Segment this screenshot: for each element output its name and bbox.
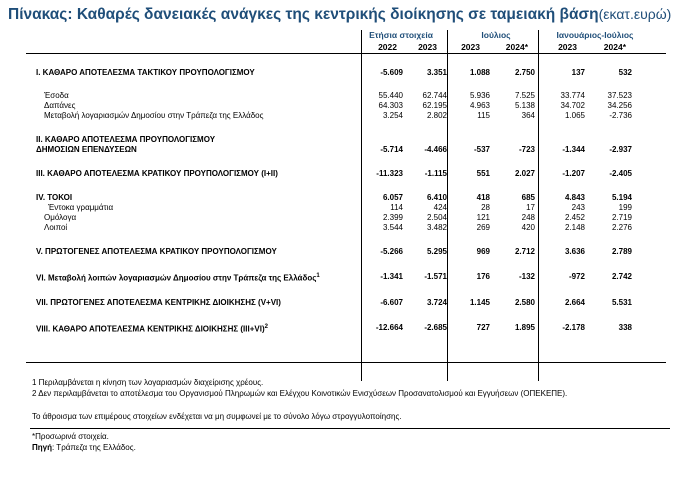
cell: -1.207 (562, 169, 585, 178)
cell: 3.351 (426, 68, 447, 77)
cell: 338 (618, 322, 632, 332)
table-row (26, 298, 666, 308)
cell: 1.088 (469, 68, 490, 77)
cell: 3.482 (426, 223, 447, 232)
cell: -2.937 (609, 145, 632, 154)
cell: 6.057 (382, 193, 403, 202)
table-row (26, 203, 666, 213)
cell: -11.323 (376, 169, 403, 178)
provisional-note: *Προσωρινά στοιχεία. (32, 432, 109, 441)
cell: 114 (390, 203, 403, 212)
row-label-continued: ΔΗΜΟΣΙΩΝ ΕΠΕΝΔΥΣΕΩΝ (36, 145, 137, 154)
row-label: II. ΚΑΘΑΡΟ ΑΠΟΤΕΛΕΣΜΑ ΠΡΟΥΠΟΛΟΓΙΣΜΟΥ (36, 135, 216, 144)
header-annual: Ετήσια στοιχεία (369, 30, 433, 40)
row-label (26, 271, 366, 284)
cell: -537 (473, 145, 490, 154)
cell: -4.466 (424, 145, 447, 154)
cell: 532 (618, 68, 632, 77)
cell: 243 (571, 203, 585, 212)
cell: 2.580 (514, 297, 535, 307)
row-label: V. ΠΡΩΤΟΓΕΝΕΣ ΑΠΟΤΕΛΕΣΜΑ ΚΡΑΤΙΚΟΥ ΠΡΟΥΠΟΛΟΓΙΣΜΟΥ (36, 247, 277, 256)
year-header: 2023 (461, 42, 480, 52)
table-row (26, 169, 666, 179)
cell: -5.714 (380, 145, 403, 154)
table-bottom-rule (26, 362, 666, 363)
footnote-marker: 2 (264, 323, 268, 330)
cell: -1.341 (380, 272, 403, 282)
cell: -5.266 (380, 247, 403, 256)
year-header: 2024* (505, 42, 528, 52)
row-label (26, 322, 366, 335)
cell: 1.145 (469, 297, 490, 307)
cell: 64.303 (378, 101, 403, 110)
source-text: : Τράπεζα της Ελλάδος. (52, 443, 136, 452)
cell: 420 (521, 223, 535, 232)
row-label-text: VIII. ΚΑΘΑΡΟ ΑΠΟΤΕΛΕΣΜΑ ΚΕΝΤΡΙΚΗΣ ΔΙΟΙΚΗΣΗΣ (III+VI) (36, 324, 265, 334)
title-text: Πίνακας: Καθαρές δανειακές ανάγκες της κεντρικής διοίκησης σε ταμειακή βάση (8, 6, 599, 23)
cell: 364 (521, 111, 535, 120)
rounding-note: Το άθροισμα των επιμέρους στοιχείων ενδέχεται να μη συμφωνεί με το σύνολο λόγω στρογγυλοποίησης. (32, 412, 402, 421)
cell: 28 (481, 203, 490, 212)
source-note (32, 443, 136, 452)
row-label-text: VI. Μεταβολή λοιπών λογαριασμών Δημοσίου στην Τράπεζα της Ελλάδος (36, 273, 317, 283)
cell: 2.452 (564, 213, 585, 222)
table-row (26, 111, 666, 121)
cell: 551 (476, 169, 490, 178)
table-row (26, 91, 666, 101)
cell: 2.712 (514, 247, 535, 256)
row-label: IV. ΤΟΚΟΙ (36, 193, 73, 202)
cell: 418 (476, 193, 490, 202)
cell: 199 (618, 203, 632, 212)
cell: 34.702 (560, 101, 585, 110)
notes-rule (30, 428, 670, 429)
cell: 3.254 (382, 111, 403, 120)
cell: 2.027 (514, 169, 535, 178)
row-label: Μεταβολή λογαριασμών Δημοσίου στην Τράπεζα της Ελλάδος (44, 111, 264, 120)
year-header: 2024* (603, 42, 626, 52)
cell: 2.148 (564, 223, 585, 232)
cell: -2.405 (609, 169, 632, 178)
cell: 176 (476, 272, 490, 282)
row-label: III. ΚΑΘΑΡΟ ΑΠΟΤΕΛΕΣΜΑ ΚΡΑΤΙΚΟΥ ΠΡΟΥΠΟΛΟΓΙΣΜΟΥ (I+II) (36, 169, 278, 178)
cell: 2.664 (564, 297, 585, 307)
cell: -132 (518, 272, 535, 282)
data-table (26, 68, 666, 334)
cell: 34.256 (607, 101, 632, 110)
cell: 137 (571, 68, 585, 77)
cell: 5.531 (611, 297, 632, 307)
cell: 1.895 (514, 322, 535, 332)
cell: -6.607 (380, 297, 403, 307)
table-row (26, 145, 666, 155)
row-label: Έντοκα γραμμάτια (48, 203, 114, 212)
cell: 37.523 (607, 91, 632, 100)
year-header: 2023 (558, 42, 577, 52)
cell: 2.719 (611, 213, 632, 222)
footnote-1: 1 Περιλαμβάνεται η κίνηση των λογαριασμών διαχείρισης χρέους. (32, 378, 264, 387)
unit-text: (εκατ.ευρώ) (598, 6, 672, 22)
cell: 5.936 (469, 91, 490, 100)
table-row (26, 101, 666, 111)
cell: -2.685 (424, 322, 447, 332)
row-label: Ομόλογα (44, 213, 77, 222)
cell: -972 (568, 272, 585, 282)
cell: 969 (476, 247, 490, 256)
row-label: Δαπάνες (44, 101, 76, 110)
header-rule (26, 53, 666, 54)
cell: 17 (526, 203, 535, 212)
cell: -5.609 (380, 68, 403, 77)
table-row (26, 247, 666, 257)
cell: -1.115 (424, 169, 447, 178)
cell: 685 (521, 193, 535, 202)
cell: 3.636 (564, 247, 585, 256)
row-label: Έσοδα (44, 91, 69, 100)
cell: 2.276 (611, 223, 632, 232)
cell: 115 (477, 111, 490, 120)
cell: 6.410 (426, 193, 447, 202)
cell: 2.789 (611, 247, 632, 256)
footnote-marker: 1 (316, 273, 320, 279)
footnote-2: 2 Δεν περιλαμβάνεται το αποτέλεσμα του Οργανισμού Πληρωμών και Ελέγχου Κοινοτικών Ενισχύσεων Προσανατολισμού και Εγγυήσεων (ΟΠΕΚΕΠΕ). (32, 389, 568, 398)
cell: 2.504 (426, 213, 447, 222)
cell: 2.399 (382, 213, 403, 222)
cell: 2.742 (611, 272, 632, 282)
cell: -2.178 (562, 322, 585, 332)
page-title (8, 6, 671, 24)
cell: 5.138 (514, 101, 535, 110)
table-row (26, 193, 666, 203)
table-row (26, 213, 666, 223)
cell: 55.440 (378, 91, 403, 100)
cell: -1.571 (424, 272, 447, 282)
header-month: Ιούλιος (481, 30, 511, 40)
cell: 121 (476, 213, 490, 222)
source-label: Πηγή (32, 443, 52, 452)
cell: -723 (518, 145, 535, 154)
cell: 4.843 (564, 193, 585, 202)
cell: 7.525 (514, 91, 535, 100)
table-row (26, 223, 666, 233)
year-header: 2022 (378, 42, 397, 52)
cell: -12.664 (375, 322, 403, 332)
cell: 727 (476, 322, 490, 332)
cell: 3.724 (426, 297, 447, 307)
table-row (26, 68, 666, 78)
cell: 248 (521, 213, 535, 222)
cell: 62.195 (422, 101, 447, 110)
cell: 269 (476, 223, 490, 232)
cell: 4.963 (469, 101, 490, 110)
cell: 2.750 (514, 68, 535, 77)
cell: -1.344 (562, 145, 585, 154)
cell: 5.194 (611, 193, 632, 202)
table-row (26, 271, 666, 284)
row-label: Λοιποί (44, 223, 68, 232)
cell: 33.774 (560, 91, 585, 100)
table-row (26, 135, 666, 145)
year-header: 2023 (418, 42, 437, 52)
row-label: VII. ΠΡΩΤΟΓΕΝΕΣ ΑΠΟΤΕΛΕΣΜΑ ΚΕΝΤΡΙΚΗΣ ΔΙΟΙΚΗΣΗΣ (V+VI) (36, 297, 281, 307)
cell: 62.744 (422, 91, 447, 100)
header-period: Ιανουάριος-Ιούλιος (556, 30, 634, 40)
cell: 1.065 (564, 111, 585, 120)
cell: 3.544 (382, 223, 403, 232)
cell: 2.802 (426, 111, 447, 120)
cell: -2.736 (609, 111, 632, 120)
table-row (26, 322, 666, 335)
row-label: I. ΚΑΘΑΡΟ ΑΠΟΤΕΛΕΣΜΑ ΤΑΚΤΙΚΟΥ ΠΡΟΥΠΟΛΟΓΙΣΜΟΥ (36, 68, 255, 77)
cell: 424 (433, 203, 447, 212)
cell: 5.295 (426, 247, 447, 256)
